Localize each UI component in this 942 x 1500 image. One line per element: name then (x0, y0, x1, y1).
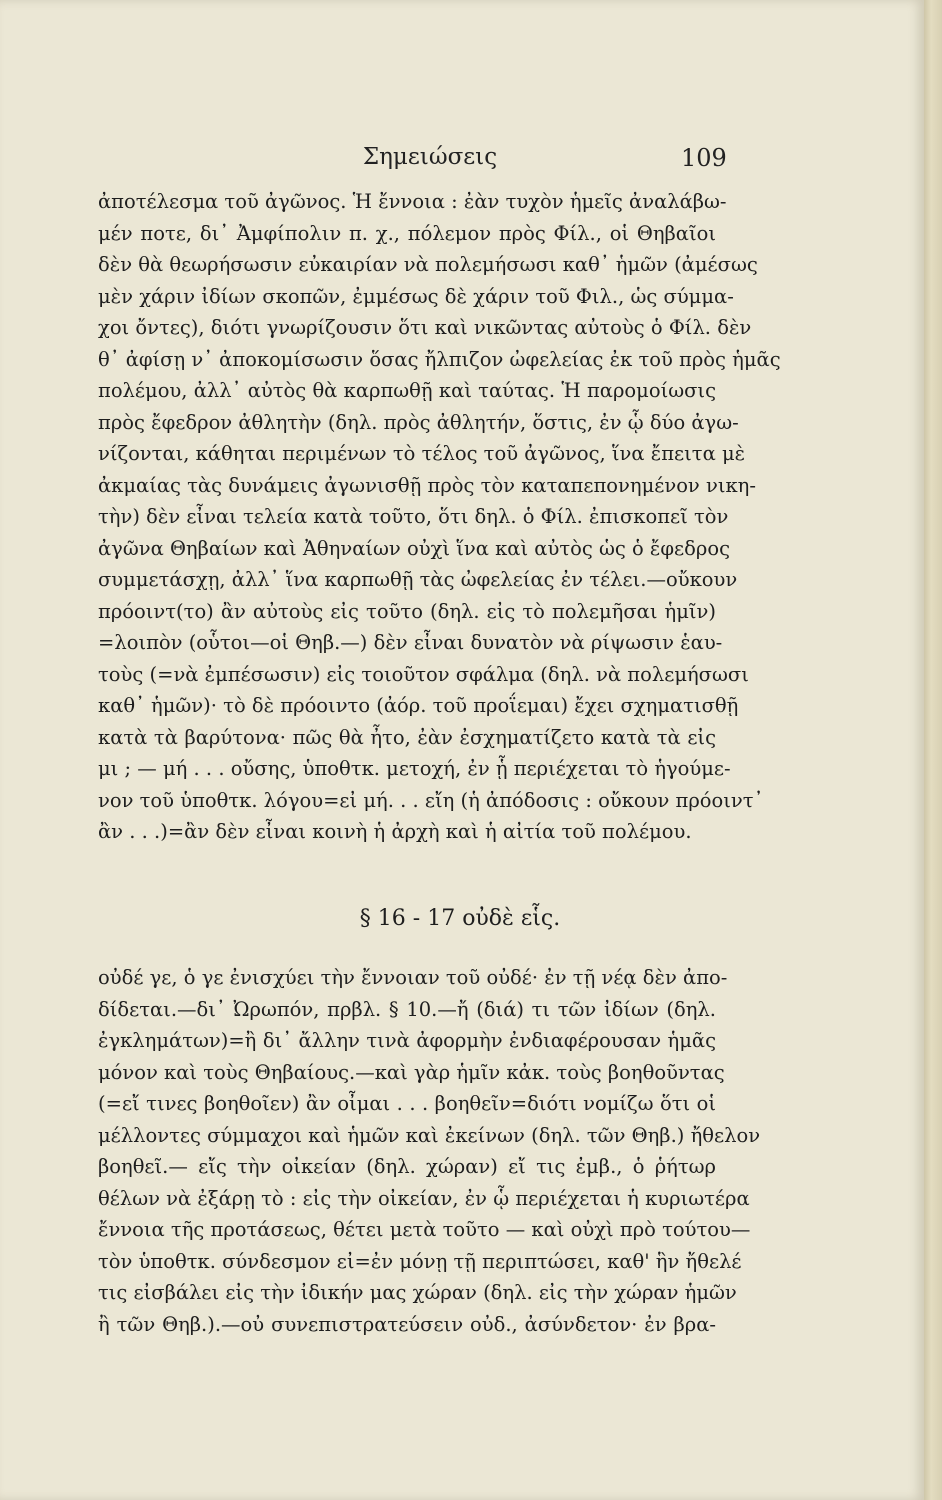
text-line: θέλων νὰ ἐξάρῃ τὸ : εἰς τὴν οἰκείαν, ἐν ᾧ περιέχεται ἡ κυριωτέρα (98, 1186, 750, 1210)
paragraph-notes-section (98, 962, 761, 1340)
text-line: τὴν) δὲν εἶναι τελεία κατὰ τοῦτο, ὅτι δηλ. ὁ Φίλ. ἐπισκοπεῖ τὸν (98, 505, 729, 528)
page-edge (924, 0, 942, 1500)
text-line: τὸν ὑποθτκ. σύνδεσμον εἰ=ἐν μόνῃ τῇ περιπτώσει, καθ' ἣν ἤθελέ (98, 1249, 742, 1273)
text-line: πρόοιντ(το) ἂν αὐτοὺς εἰς τοῦτο (δηλ. εἰς τὸ πολεμῆσαι ἡμῖν) (98, 599, 716, 623)
text-line: δίδεται.—δι᾽ Ὠρωπόν, πρβλ. § 10.—ἤ (διά) τι τῶν ἰδίων (δηλ. (98, 997, 716, 1021)
text-line: (=εἴ τινες βοηθοῖεν) ἂν οἶμαι . . . βοηθεῖν=διότι νομίζω ὅτι οἱ (98, 1092, 716, 1115)
text-line: πολέμου, ἀλλ᾽ αὐτὸς θὰ καρπωθῇ καὶ ταύτας. Ἡ παρομοίωσις (98, 379, 716, 402)
running-head (0, 144, 924, 174)
text-line: οὐδέ γε, ὁ γε ἐνισχύει τὴν ἔννοιαν τοῦ οὐδέ· ἐν τῇ νέᾳ δὲν ἀπο- (98, 966, 728, 989)
text-line: βοηθεῖ.— εἴς τὴν οἰκείαν (δηλ. χώραν) εἴ τις ἐμβ., ὁ ῥήτωρ (98, 1155, 716, 1178)
text-line: ἀποτέλεσμα τοῦ ἀγῶνος. Ἡ ἔννοια : ἐὰν τυχὸν ἡμεῖς ἀναλάβω- (98, 190, 727, 213)
text-line: δὲν θὰ θεωρήσωσιν εὐκαιρίαν νὰ πολεμήσωσι καθ᾽ ἡμῶν (ἀμέσως (98, 253, 758, 276)
text-line: ἐγκλημάτων)=ἢ δι᾽ ἄλλην τινὰ ἀφορμὴν ἐνδιαφέρουσαν ἡμᾶς (98, 1029, 716, 1052)
text-line: πρὸς ἔφεδρον ἀθλητὴν (δηλ. πρὸς ἀθλητήν, ὅστις, ἐν ᾧ δύο ἀγω- (98, 410, 739, 434)
running-title: Σημειώσεις (362, 144, 498, 170)
section-heading: § 16 - 17 οὐδὲ εἷς. (359, 906, 561, 931)
text-line: θ᾽ ἀφίσῃ ν᾽ ἀποκομίσωσιν ὅσας ἤλπιζον ὠφελείας ἐκ τοῦ πρὸς ἡμᾶς (98, 347, 781, 371)
text-line: νίζονται, κάθηται περιμένων τὸ τέλος τοῦ ἀγῶνος, ἵνα ἔπειτα μὲ (98, 442, 746, 465)
text-line: συμμετάσχῃ, ἀλλ᾽ ἵνα καρπωθῇ τὰς ὠφελείας ἐν τέλει.—οὔκουν (98, 568, 738, 591)
text-line: ἢ τῶν Θηβ.).—οὐ συνεπιστρατεύσειν οὐδ., ἀσύνδετον· ἐν βρα- (98, 1312, 716, 1336)
text-line: μέλλοντες σύμμαχοι καὶ ἡμῶν καὶ ἐκείνων (δηλ. τῶν Θηβ.) ἤθελον (98, 1123, 761, 1147)
text-line: καθ᾽ ἡμῶν)· τὸ δὲ πρόοιντο (ἀόρ. τοῦ προΐεμαι) ἔχει σχηματισθῇ (98, 694, 739, 717)
text-line: μέν ποτε, δι᾽ Ἀμφίπολιν π. χ., πόλεμον πρὸς Φίλ., οἱ Θηβαῖοι (98, 221, 716, 245)
paragraph-notes-main (98, 186, 781, 848)
text-line: τις εἰσβάλει εἰς τὴν ἰδικήν μας χώραν (δηλ. εἰς τὴν χώραν ἡμῶν (98, 1281, 737, 1304)
text-line: ἀκμαίας τὰς δυνάμεις ἀγωνισθῇ πρὸς τὸν καταπεπονημένον νικη- (98, 473, 756, 497)
text-line: μι ; — μή . . . οὔσης, ὑποθτκ. μετοχή, ἐν ᾗ περιέχεται τὸ ἡγούμε- (98, 757, 731, 780)
page-number: 109 (681, 144, 727, 172)
text-line: τοὺς (=νὰ ἐμπέσωσιν) εἰς τοιοῦτον σφάλμα (δηλ. νὰ πολεμήσωσι (98, 662, 749, 686)
text-line: =λοιπὸν (οὗτοι—οἱ Θηβ.—) δὲν εἶναι δυνατὸν νὰ ρίψωσιν ἑαυ- (98, 631, 723, 654)
text-line: ἀγῶνα Θηβαίων καὶ Ἀθηναίων οὐχὶ ἵνα καὶ αὐτὸς ὡς ὁ ἔφεδρος (98, 536, 731, 560)
text-line: ἔννοια τῆς προτάσεως, θέτει μετὰ τοῦτο — καὶ οὐχὶ πρὸ τούτου— (98, 1218, 751, 1241)
text-line: ἂν . . .)=ἂν δὲν εἶναι κοινὴ ἡ ἀρχὴ καὶ ἡ αἰτία τοῦ πολέμου. (98, 820, 692, 843)
text-line: κατὰ τὰ βαρύτονα· πῶς θὰ ἦτο, ἐὰν ἐσχηματίζετο κατὰ τὰ εἰς (98, 725, 716, 749)
text-line: χοι ὄντες), διότι γνωρίζουσιν ὅτι καὶ νικῶντας αὐτοὺς ὁ Φίλ. δὲν (98, 316, 752, 339)
text-line: μὲν χάριν ἰδίων σκοπῶν, ἐμμέσως δὲ χάριν τοῦ Φιλ., ὡς σύμμα- (98, 284, 734, 308)
text-line: νον τοῦ ὑποθτκ. λόγου=εἰ μή. . . εἴη (ἡ ἀπόδοσις : οὔκουν πρόοιντ᾽ (98, 788, 764, 812)
text-line: μόνον καὶ τοὺς Θηβαίους.—καὶ γὰρ ἡμῖν κἀκ. τοὺς βοηθοῦντας (98, 1060, 725, 1084)
